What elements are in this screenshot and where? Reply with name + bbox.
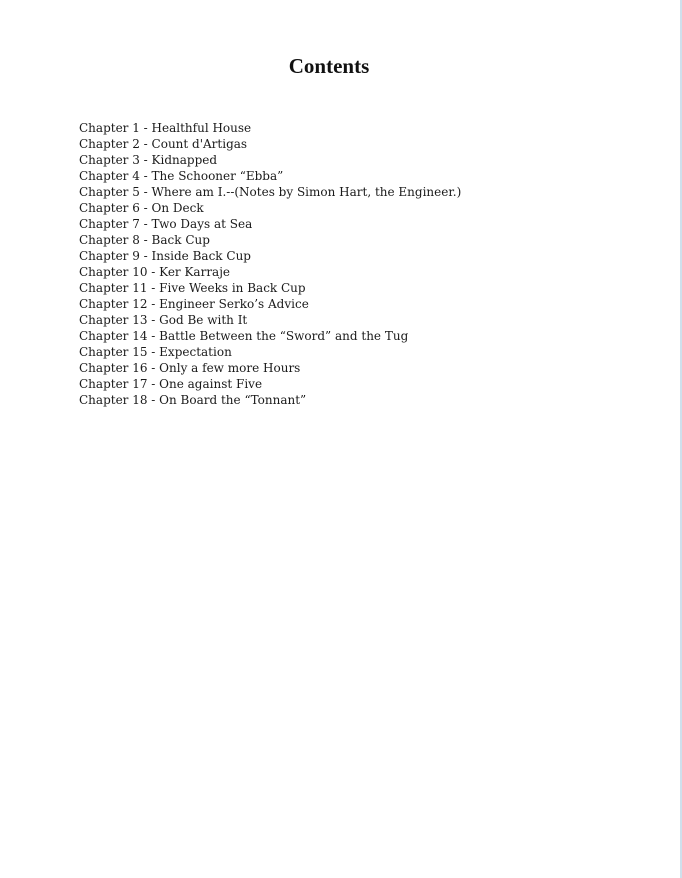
toc-entry-chapter-5: Chapter 5 - Where am I.--(Notes by Simon Hart, the Engineer.): [79, 185, 462, 199]
toc-entry-chapter-9: Chapter 9 - Inside Back Cup: [79, 249, 251, 263]
toc-entry-chapter-1: Chapter 1 - Healthful House: [79, 121, 252, 135]
toc-entry-chapter-6: Chapter 6 - On Deck: [79, 201, 204, 215]
toc-entry-chapter-16: Chapter 16 - Only a few more Hours: [79, 361, 301, 375]
page-title: Contents: [288, 54, 370, 78]
toc-entry-chapter-11: Chapter 11 - Five Weeks in Back Cup: [79, 281, 306, 295]
toc-entry-chapter-2: Chapter 2 - Count d'Artigas: [79, 137, 248, 151]
toc-entry-chapter-14: Chapter 14 - Battle Between the “Sword” and the Tug: [79, 329, 409, 343]
toc-entry-chapter-18: Chapter 18 - On Board the “Tonnant”: [79, 393, 307, 407]
toc-entry-chapter-15: Chapter 15 - Expectation: [79, 345, 232, 359]
toc-entry-chapter-17: Chapter 17 - One against Five: [79, 377, 263, 391]
toc-entry-chapter-8: Chapter 8 - Back Cup: [79, 233, 210, 247]
toc-entry-chapter-12: Chapter 12 - Engineer Serko’s Advice: [79, 297, 309, 311]
toc-entry-chapter-7: Chapter 7 - Two Days at Sea: [79, 217, 253, 231]
toc-entry-chapter-10: Chapter 10 - Ker Karraje: [79, 265, 231, 279]
table-of-contents: [79, 120, 461, 408]
toc-entry-chapter-4: Chapter 4 - The Schooner “Ebba”: [79, 169, 284, 183]
toc-entry-chapter-13: Chapter 13 - God Be with It: [79, 313, 248, 327]
toc-entry-chapter-3: Chapter 3 - Kidnapped: [79, 153, 218, 167]
